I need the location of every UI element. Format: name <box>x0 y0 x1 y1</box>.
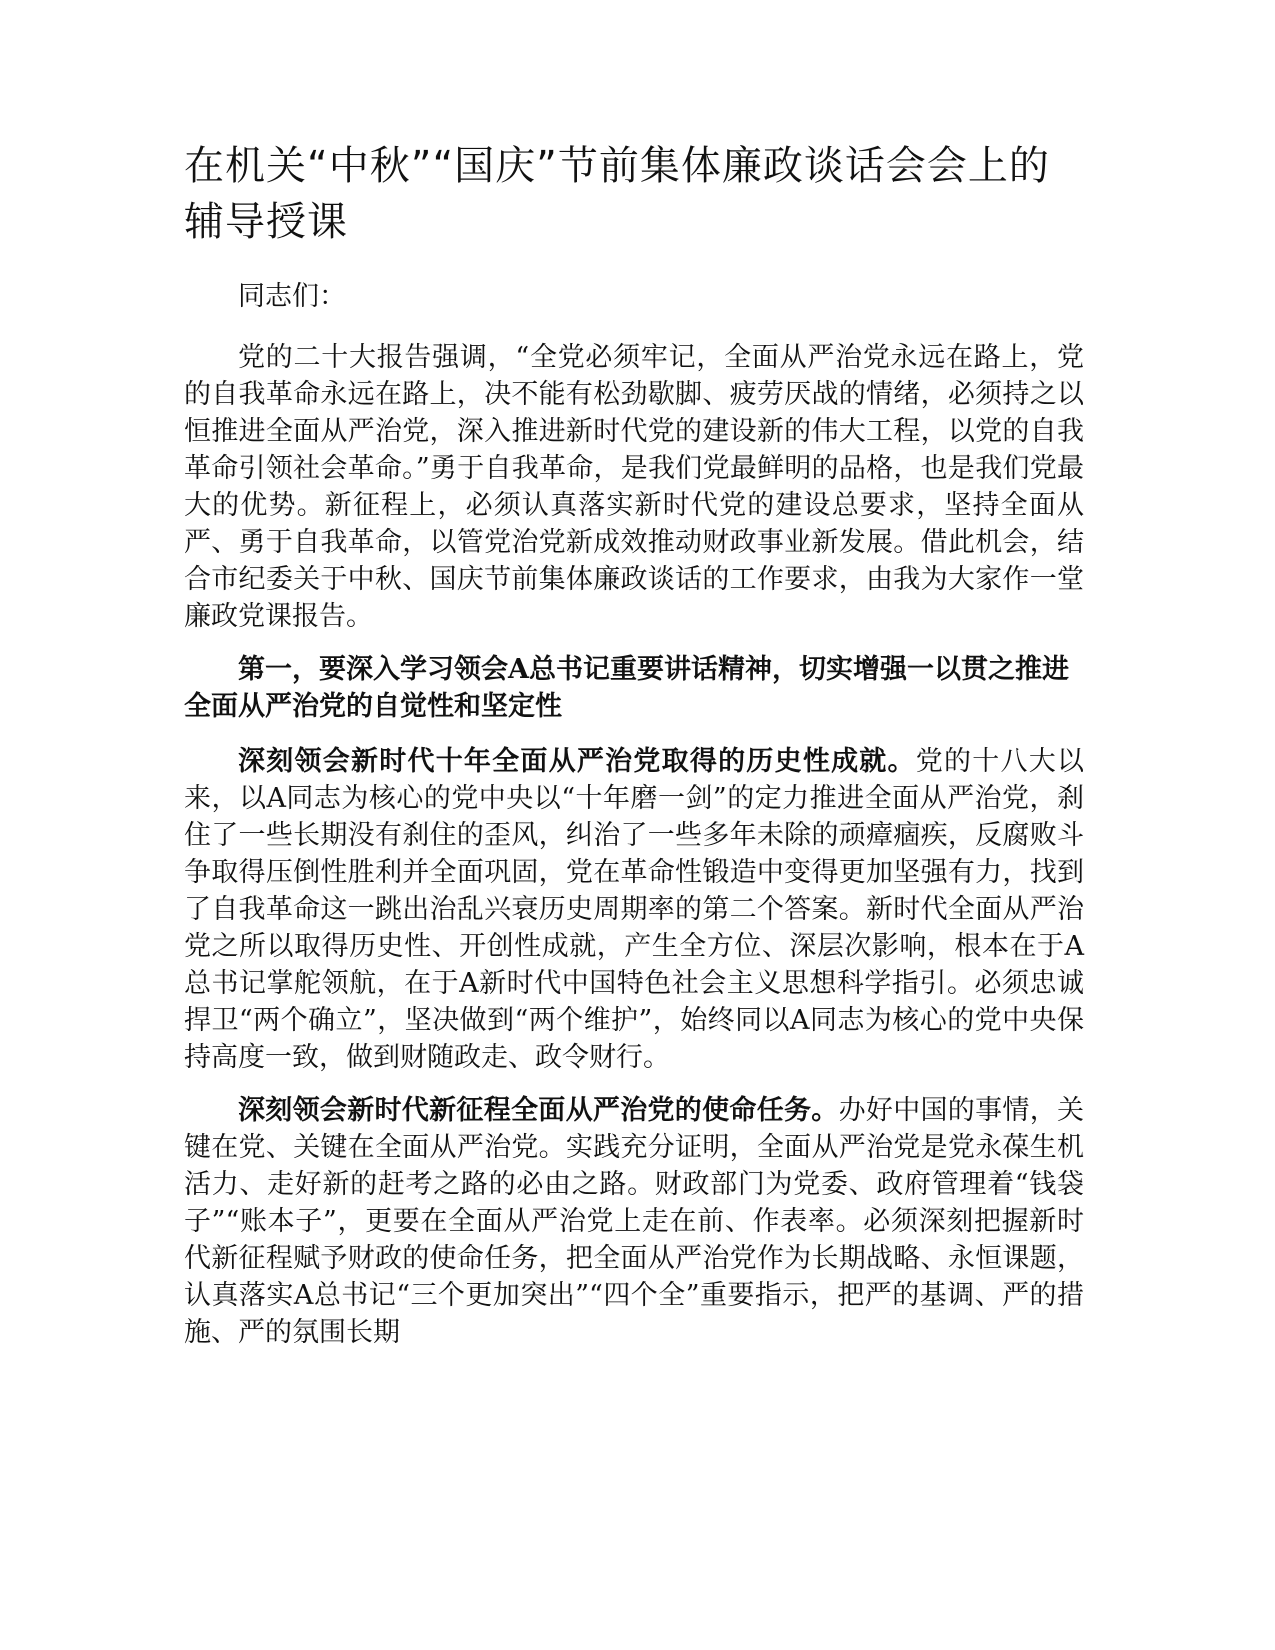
document-page <box>184 138 1084 1367</box>
document-title: 在机关“中秋”“国庆”节前集体廉政谈话会会上的辅导授课 <box>184 143 1050 245</box>
paragraph-body: 党的十八大以来，以A同志为核心的党中央以“十年磨一剑”的定力推进全面从严治党，刹住了一些长期没有刹住的歪风，纠治了一些多年未除的顽瘴痼疾，反腐败斗争取得压倒性胜利并全面巩固，党在革命性锻造中变得更加坚强有力，找到了自我革命这一跳出治乱兴衰历史周期率的第二个答案。新时代全面从严治党之所以取得历史性、开创性成就，产生全方位、深层次影响，根本在于A总书记掌舵领航，在于A新时代中国特色社会主义思想科学指引。必须忠诚捍卫“两个确立”，坚决做到“两个维护”，始终同以A同志为核心的党中央保持高度一致，做到财随政走、政令财行。 <box>184 746 1085 1073</box>
section-heading: 第一，要深入学习领会A总书记重要讲话精神，切实增强一以贯之推进全面从严治党的自觉性和坚定性 <box>184 654 1069 722</box>
body-paragraph <box>184 1092 1084 1351</box>
salutation: 同志们： <box>238 281 346 312</box>
paragraph-body: 办好中国的事情，关键在党、关键在全面从严治党。实践充分证明，全面从严治党是党永葆生机活力、走好新的赶考之路的必由之路。财政部门为党委、政府管理着“钱袋子”“账本子”，更要在全面从严治党上走在前、作表率。必须深刻把握新时代新征程赋予财政的使命任务，把全面从严治党作为长期战略、永恒课题，认真落实A总书记“三个更加突出”“四个全”重要指示，把严的基调、严的措施、严的氛围长期 <box>184 1095 1085 1348</box>
body-paragraph <box>184 743 1084 1076</box>
paragraph-lead: 深刻领会新时代十年全面从严治党取得的历史性成就。 <box>238 746 916 777</box>
intro-paragraph: 党的二十大报告强调，“全党必须牢记，全面从严治党永远在路上，党的自我革命永远在路上，决不能有松劲歇脚、疲劳厌战的情绪，必须持之以恒推进全面从严治党，深入推进新时代党的建设新的伟大工程，以党的自我革命引领社会革命。”勇于自我革命，是我们党最鲜明的品格，也是我们党最大的优势。新征程上，必须认真落实新时代党的建设总要求，坚持全面从严、勇于自我革命，以管党治党新成效推动财政事业新发展。借此机会，结合市纪委关于中秋、国庆节前集体廉政谈话的工作要求，由我为大家作一堂廉政党课报告。 <box>184 342 1084 632</box>
paragraph-lead: 深刻领会新时代新征程全面从严治党的使命任务。 <box>238 1095 839 1126</box>
